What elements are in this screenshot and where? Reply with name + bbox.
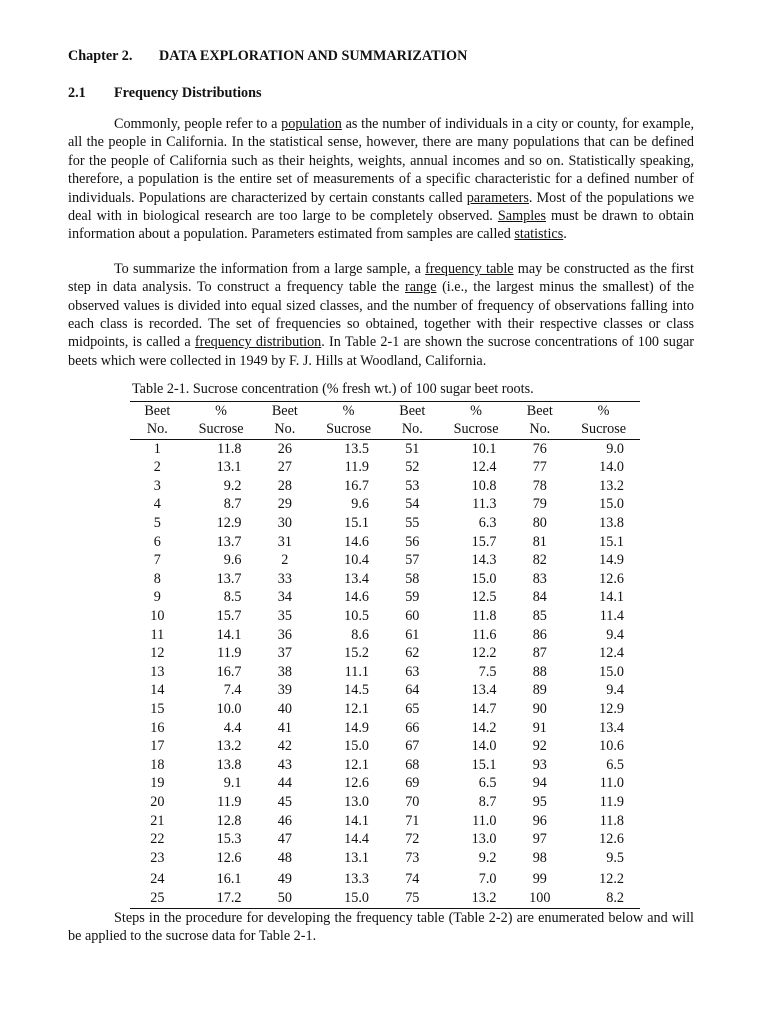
sucrose-value-cell: 9.1 <box>223 775 242 792</box>
sucrose-value-cell: 16.1 <box>216 871 242 888</box>
beet-number-cell: 37 <box>277 645 292 662</box>
beet-number-cell: 52 <box>405 459 420 476</box>
column-header-top: % <box>215 403 227 420</box>
sucrose-value-cell: 12.6 <box>599 831 624 848</box>
sucrose-value-cell: 15.0 <box>599 496 624 513</box>
beet-number-cell: 58 <box>405 570 420 587</box>
text-run: . <box>563 226 567 243</box>
sucrose-value-cell: 9.2 <box>223 477 242 494</box>
sucrose-value-cell: 11.8 <box>472 608 497 625</box>
term-parameters: parameters <box>466 189 529 206</box>
section-title: Frequency Distributions <box>114 85 262 101</box>
sucrose-value-cell: 11.9 <box>217 645 242 662</box>
sucrose-value-cell: 14.9 <box>599 552 624 569</box>
beet-number-cell: 87 <box>532 645 547 662</box>
column-header-bottom: Sucrose <box>312 420 385 439</box>
beet-number-cell: 47 <box>277 831 292 848</box>
table-row <box>130 719 640 738</box>
sucrose-value-cell: 11.0 <box>472 812 497 829</box>
sucrose-value-cell: 14.5 <box>344 682 369 699</box>
sucrose-value-cell: 12.6 <box>344 775 369 792</box>
sucrose-value-cell: 10.6 <box>599 738 624 755</box>
beet-number-cell: 27 <box>277 459 292 476</box>
beet-number-cell: 9 <box>153 589 161 606</box>
sucrose-value-cell: 15.7 <box>216 608 242 625</box>
sucrose-value-cell: 13.2 <box>216 738 242 755</box>
sucrose-value-cell: 8.7 <box>478 793 497 810</box>
sucrose-value-cell: 14.0 <box>599 459 624 476</box>
beet-number-cell: 76 <box>532 440 547 457</box>
beet-number-cell: 38 <box>277 663 292 680</box>
beet-number-cell: 13 <box>150 663 165 680</box>
sucrose-value-cell: 14.1 <box>216 626 242 643</box>
sucrose-value-cell: 13.4 <box>599 719 624 736</box>
beet-number-cell: 14 <box>150 682 165 699</box>
beet-number-cell: 82 <box>532 552 547 569</box>
beet-number-cell: 71 <box>405 812 420 829</box>
beet-number-cell: 40 <box>277 701 292 717</box>
term-samples: Samples <box>497 208 546 225</box>
table-row <box>130 551 640 570</box>
text-run: Commonly, people refer to a <box>114 116 282 132</box>
section-heading <box>68 83 694 103</box>
beet-number-cell: 51 <box>405 440 420 457</box>
sucrose-value-cell: 13.7 <box>216 533 242 550</box>
sucrose-value-cell: 10.5 <box>344 608 369 625</box>
sucrose-value-cell: 16.7 <box>216 663 242 680</box>
sucrose-value-cell: 9.6 <box>223 552 242 569</box>
column-header-top: Beet <box>144 403 171 420</box>
sucrose-value-cell: 13.4 <box>471 682 497 699</box>
sucrose-value-cell: 8.7 <box>223 496 242 513</box>
beet-number-cell: 57 <box>405 552 420 569</box>
sucrose-value-cell: 15.0 <box>344 889 369 906</box>
beet-number-cell: 11 <box>150 626 165 643</box>
sucrose-value-cell: 13.1 <box>216 459 242 476</box>
term-statistics: statistics <box>514 226 564 243</box>
sucrose-value-cell: 13.1 <box>344 849 369 866</box>
table-row <box>130 849 640 868</box>
beet-number-cell: 16 <box>150 719 165 736</box>
sucrose-value-cell: 15.1 <box>471 756 497 773</box>
sucrose-value-cell: 11.1 <box>344 663 369 680</box>
table-row <box>130 607 640 626</box>
term-population: population <box>281 116 342 132</box>
beet-number-cell: 85 <box>532 608 547 625</box>
beet-number-cell: 83 <box>532 570 547 587</box>
beet-number-cell: 49 <box>277 871 292 888</box>
beet-number-cell: 25 <box>150 889 165 906</box>
table-caption: Table 2-1. Sucrose concentration (% fresh wt.) of 100 sugar beet roots. <box>132 381 534 398</box>
text-run: may be constructed as the first step in data analysis. To construct a frequency table the <box>68 260 694 296</box>
beet-number-cell: 19 <box>150 775 165 792</box>
table-row <box>130 774 640 793</box>
table-header-row-top <box>130 402 640 421</box>
beet-number-cell: 39 <box>277 682 292 699</box>
column-header-bottom: Sucrose <box>440 420 513 439</box>
beet-number-cell: 92 <box>532 738 547 755</box>
sucrose-value-cell: 13.2 <box>471 889 497 906</box>
beet-number-cell: 28 <box>277 477 292 494</box>
table-row <box>130 514 640 533</box>
sucrose-value-cell: 11.4 <box>599 608 624 625</box>
sucrose-value-cell: 15.3 <box>216 831 242 848</box>
sucrose-value-cell: 8.6 <box>351 626 369 643</box>
sucrose-value-cell: 12.9 <box>599 701 624 717</box>
beet-number-cell: 17 <box>150 738 165 755</box>
sucrose-value-cell: 12.6 <box>216 849 242 866</box>
sucrose-value-cell: 14.0 <box>471 738 497 755</box>
sucrose-value-cell: 11.9 <box>344 459 369 476</box>
column-header-top: Beet <box>399 403 426 420</box>
document-page <box>68 46 694 945</box>
sucrose-value-cell: 15.7 <box>471 533 497 550</box>
sucrose-value-cell: 6.5 <box>606 756 624 773</box>
beet-number-cell: 64 <box>405 682 420 699</box>
beet-number-cell: 79 <box>532 496 547 513</box>
beet-number-cell: 3 <box>153 477 161 494</box>
beet-number-cell: 31 <box>277 533 292 550</box>
beet-number-cell: 100 <box>529 889 551 906</box>
sucrose-value-cell: 12.8 <box>216 812 242 829</box>
beet-number-cell: 35 <box>277 608 292 625</box>
sucrose-value-cell: 7.5 <box>478 663 497 680</box>
sucrose-value-cell: 12.5 <box>471 589 497 606</box>
beet-number-cell: 84 <box>532 589 547 606</box>
sucrose-value-cell: 14.2 <box>471 719 497 736</box>
sucrose-value-cell: 9.2 <box>478 849 497 866</box>
sucrose-value-cell: 6.5 <box>478 775 497 792</box>
sucrose-value-cell: 14.4 <box>344 831 369 848</box>
table-row <box>130 495 640 514</box>
beet-number-cell: 88 <box>532 663 547 680</box>
sucrose-value-cell: 9.4 <box>606 626 624 643</box>
beet-number-cell: 50 <box>277 889 292 906</box>
beet-number-cell: 33 <box>277 570 292 587</box>
term-frequency-distribution: frequency distribution <box>194 334 322 351</box>
text-run: as the number of individuals in a city or county, for example, all the people in California. In the statistical sense, however, there are many populations that can be defined for the people of California such as their heights, weights, annual incomes and so on. Statistically speaking, therefore, a population is the entire set of measurements of a specific characteristic for a defined number of individuals. Populations are characterized by certain constants called <box>68 116 694 206</box>
table-row <box>130 756 640 775</box>
beet-number-cell: 94 <box>532 775 547 792</box>
sucrose-value-cell: 14.3 <box>471 552 497 569</box>
table-body <box>130 439 640 908</box>
table-row <box>130 889 640 908</box>
beet-number-cell: 54 <box>405 496 420 513</box>
beet-number-cell: 95 <box>532 793 547 810</box>
column-header-bottom: No. <box>257 420 312 439</box>
beet-number-cell: 6 <box>153 533 161 550</box>
table-row <box>130 644 640 663</box>
beet-number-cell: 96 <box>532 812 547 829</box>
paragraph-population <box>68 115 694 244</box>
text-run: must be drawn to obtain information about a population. Parameters estimated from samples are called <box>68 208 695 243</box>
beet-number-cell: 7 <box>153 552 161 569</box>
beet-number-cell: 56 <box>405 533 420 550</box>
text-run: (i.e., the largest minus the smallest) of the observed values is divided into equal sized classes, and the number of frequency of observations falling into each class is recorded. The set of frequencies so obtained, together with their respective classes or class midpoints, is called a <box>68 279 694 351</box>
beet-number-cell: 93 <box>532 756 547 773</box>
beet-number-cell: 80 <box>532 515 547 532</box>
sucrose-value-cell: 13.3 <box>344 871 369 888</box>
table-row <box>130 458 640 477</box>
sucrose-value-cell: 11.9 <box>599 793 624 810</box>
sucrose-value-cell: 12.2 <box>599 871 624 888</box>
beet-number-cell: 18 <box>150 756 165 773</box>
term-frequency-table: frequency table <box>425 260 514 277</box>
beet-number-cell: 4 <box>153 496 161 513</box>
sucrose-value-cell: 15.0 <box>471 570 497 587</box>
table-row <box>130 793 640 812</box>
sucrose-value-cell: 11.6 <box>472 626 497 643</box>
sucrose-value-cell: 13.4 <box>344 570 369 587</box>
sucrose-value-cell: 10.0 <box>216 701 242 717</box>
sucrose-value-cell: 13.7 <box>216 570 242 587</box>
beet-number-cell: 48 <box>277 849 292 866</box>
sucrose-value-cell: 10.1 <box>471 440 497 457</box>
table-row <box>130 439 640 458</box>
beet-number-cell: 60 <box>405 608 420 625</box>
table-row <box>130 588 640 607</box>
beet-number-cell: 43 <box>277 756 292 773</box>
beet-number-cell: 97 <box>532 831 547 848</box>
beet-number-cell: 29 <box>277 496 292 513</box>
table-row <box>130 570 640 589</box>
sucrose-value-cell: 9.4 <box>606 682 624 699</box>
paragraph-steps <box>68 909 694 946</box>
beet-number-cell: 66 <box>405 719 420 736</box>
beet-number-cell: 67 <box>405 738 420 755</box>
column-header-bottom: No. <box>385 420 440 439</box>
sucrose-value-cell: 10.8 <box>471 477 497 494</box>
sucrose-value-cell: 14.1 <box>344 812 369 829</box>
column-header-bottom: Sucrose <box>185 420 258 439</box>
sucrose-value-cell: 15.1 <box>599 533 624 550</box>
beet-number-cell: 41 <box>277 719 292 736</box>
table-row <box>130 812 640 831</box>
sucrose-value-cell: 13.5 <box>344 440 369 457</box>
section-number: 2.1 <box>68 85 86 101</box>
sucrose-value-cell: 14.6 <box>344 533 369 550</box>
text-run: . In Table 2-1 are shown the sucrose concentrations of 100 sugar beets which were collected in 1949 by F. J. Hills at Woodland, California. <box>68 334 694 369</box>
beet-number-cell: 98 <box>532 849 547 866</box>
sucrose-value-cell: 9.0 <box>606 440 624 457</box>
beet-number-cell: 22 <box>150 831 165 848</box>
sucrose-value-cell: 14.6 <box>344 589 369 606</box>
beet-number-cell: 90 <box>532 701 547 717</box>
column-header-top: % <box>470 403 482 420</box>
beet-number-cell: 23 <box>150 849 165 866</box>
sucrose-value-cell: 9.5 <box>606 849 624 866</box>
sucrose-value-cell: 11.8 <box>599 812 624 829</box>
sucrose-value-cell: 15.1 <box>344 515 369 532</box>
sucrose-value-cell: 8.2 <box>606 889 624 906</box>
beet-number-cell: 63 <box>405 663 420 680</box>
beet-number-cell: 36 <box>277 626 292 643</box>
beet-number-cell: 91 <box>532 719 547 736</box>
table-row <box>130 700 640 719</box>
sucrose-value-cell: 17.2 <box>216 889 242 906</box>
beet-number-cell: 89 <box>532 682 547 699</box>
sucrose-value-cell: 14.7 <box>471 701 497 717</box>
table-row <box>130 626 640 645</box>
beet-number-cell: 59 <box>405 589 420 606</box>
table-header-row-bottom <box>130 420 640 439</box>
column-header-bottom: Sucrose <box>567 420 640 439</box>
beet-number-cell: 2 <box>281 552 289 569</box>
sucrose-value-cell: 15.0 <box>344 738 369 755</box>
sucrose-value-cell: 13.8 <box>216 756 242 773</box>
sucrose-value-cell: 7.0 <box>478 871 497 888</box>
beet-number-cell: 72 <box>405 831 420 848</box>
column-header-bottom: No. <box>130 420 185 439</box>
sucrose-value-cell: 15.2 <box>344 645 369 662</box>
column-header-top: % <box>597 403 610 420</box>
paragraph-frequency-table <box>68 260 694 370</box>
table-row <box>130 533 640 552</box>
table-row <box>130 681 640 700</box>
sucrose-value-cell: 11.8 <box>217 440 242 457</box>
beet-number-cell: 26 <box>277 440 292 457</box>
table-row <box>130 477 640 496</box>
beet-number-cell: 65 <box>405 701 420 717</box>
column-header-top: Beet <box>271 403 298 420</box>
beet-number-cell: 20 <box>150 793 165 810</box>
chapter-title: DATA EXPLORATION AND SUMMARIZATION <box>159 48 468 64</box>
table-row <box>130 737 640 756</box>
text-run: . Most of the populations we deal with in biological research are too large to be completely observed. <box>68 189 694 225</box>
beet-number-cell: 1 <box>153 440 161 457</box>
sucrose-value-cell: 9.6 <box>351 496 369 513</box>
sucrose-value-cell: 12.6 <box>599 570 624 587</box>
beet-number-cell: 73 <box>405 849 420 866</box>
beet-number-cell: 5 <box>153 515 161 532</box>
chapter-heading <box>68 46 694 66</box>
sucrose-value-cell: 13.0 <box>344 793 369 810</box>
sucrose-table <box>130 401 640 908</box>
column-header-top: Beet <box>526 403 553 420</box>
beet-number-cell: 69 <box>405 775 420 792</box>
text-run: Steps in the procedure for developing the frequency table (Table 2-2) are enumerated below and will be applied to the sucrose data for Table 2-1. <box>68 909 694 944</box>
sucrose-value-cell: 13.2 <box>599 477 624 494</box>
sucrose-value-cell: 8.5 <box>223 589 242 606</box>
table-row <box>130 830 640 849</box>
beet-number-cell: 75 <box>405 889 420 906</box>
sucrose-value-cell: 13.0 <box>471 831 497 848</box>
sucrose-value-cell: 6.3 <box>478 515 497 532</box>
beet-number-cell: 15 <box>150 701 165 717</box>
beet-number-cell: 86 <box>532 626 547 643</box>
beet-number-cell: 44 <box>277 775 292 792</box>
beet-number-cell: 74 <box>405 871 420 888</box>
sucrose-value-cell: 16.7 <box>344 477 369 494</box>
beet-number-cell: 30 <box>277 515 292 532</box>
sucrose-value-cell: 12.9 <box>216 515 242 532</box>
beet-number-cell: 62 <box>405 645 420 662</box>
beet-number-cell: 78 <box>532 477 547 494</box>
sucrose-value-cell: 11.3 <box>472 496 497 513</box>
sucrose-value-cell: 15.0 <box>599 663 624 680</box>
sucrose-value-cell: 12.4 <box>471 459 497 476</box>
sucrose-value-cell: 7.4 <box>223 682 242 699</box>
sucrose-value-cell: 4.4 <box>223 719 242 736</box>
sucrose-value-cell: 12.4 <box>599 645 624 662</box>
sucrose-value-cell: 14.1 <box>599 589 624 606</box>
sucrose-value-cell: 11.9 <box>217 793 242 810</box>
beet-number-cell: 34 <box>277 589 292 606</box>
sucrose-value-cell: 14.9 <box>344 719 369 736</box>
sucrose-value-cell: 13.8 <box>599 515 624 532</box>
beet-number-cell: 53 <box>405 477 420 494</box>
column-header-top: % <box>342 403 355 420</box>
sucrose-value-cell: 12.1 <box>344 701 369 717</box>
beet-number-cell: 45 <box>277 793 292 810</box>
sucrose-value-cell: 12.2 <box>471 645 497 662</box>
beet-number-cell: 61 <box>405 626 420 643</box>
beet-number-cell: 55 <box>405 515 420 532</box>
beet-number-cell: 24 <box>150 871 165 888</box>
sucrose-value-cell: 10.4 <box>344 552 369 569</box>
beet-number-cell: 70 <box>405 793 420 810</box>
column-header-bottom: No. <box>512 420 567 439</box>
table-row <box>130 663 640 682</box>
beet-number-cell: 10 <box>150 608 165 625</box>
sucrose-value-cell: 12.1 <box>344 756 369 773</box>
term-range: range <box>404 279 437 296</box>
beet-number-cell: 77 <box>532 459 547 476</box>
beet-number-cell: 42 <box>277 738 292 755</box>
beet-number-cell: 46 <box>277 812 292 829</box>
beet-number-cell: 21 <box>150 812 165 829</box>
beet-number-cell: 12 <box>150 645 165 662</box>
chapter-number: Chapter 2. <box>68 48 133 64</box>
beet-number-cell: 81 <box>532 533 547 550</box>
table-row <box>130 867 640 889</box>
beet-number-cell: 99 <box>532 871 547 888</box>
beet-number-cell: 8 <box>153 570 161 587</box>
text-run: To summarize the information from a large sample, a <box>114 260 426 277</box>
sucrose-value-cell: 11.0 <box>599 775 624 792</box>
beet-number-cell: 68 <box>405 756 420 773</box>
beet-number-cell: 2 <box>153 459 161 476</box>
